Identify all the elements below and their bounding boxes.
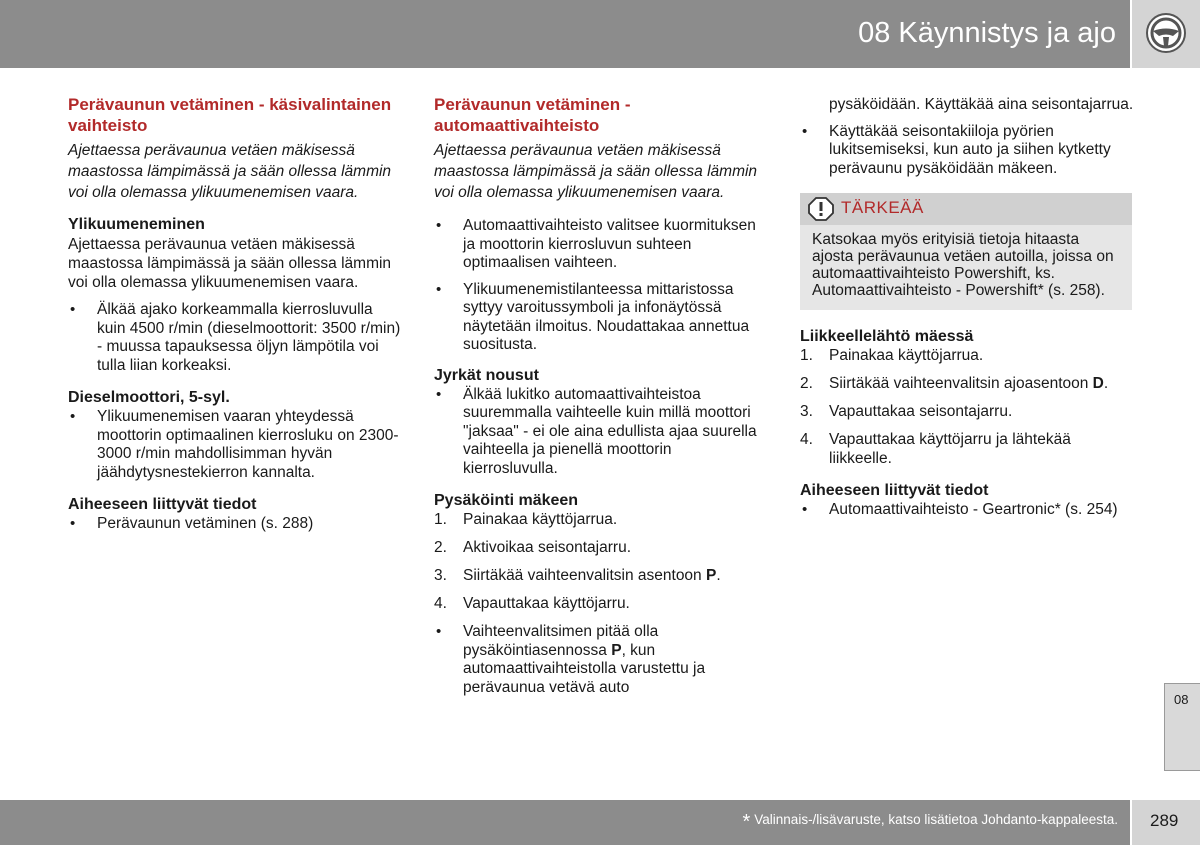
related-link[interactable]: • Perävaunun vetäminen (s. 288) <box>68 515 403 534</box>
list-item: • Ylikuumenemisen vaaran yhteydessä moottorin optimaalinen kierrosluku on 2300-3000 r/min mahdollisimman hyvän jäähdytysnestekierron kannalta. <box>68 408 403 482</box>
step-number: 2. <box>800 375 813 392</box>
parking-note-list <box>434 623 769 697</box>
important-text: Katsokaa myös erityisiä tietoja hitaasta ajosta perävaunua vetäen autoilla, joissa on automaattivaihteisto Powershift, ks. Automaattivaihteisto - Powershift* (s. 258). <box>812 231 1114 299</box>
list-item: • Älkää ajako korkeammalla kierrosluvulla kuin 4500 r/min (dieselmoottorit: 3500 r/min) - muussa tapauksessa öljyn lämpötila voi tulla liian korkeaksi. <box>68 301 403 375</box>
step-text: Painakaa käyttöjarrua. <box>829 347 984 364</box>
section-title: Perävaunun vetäminen - automaattivaihteisto <box>434 95 631 135</box>
heading-steep-climbs: Jyrkät nousut <box>434 366 539 384</box>
column-manual-transmission <box>68 94 403 534</box>
heading-diesel: Dieselmoottori, 5-syl. <box>68 389 230 406</box>
gear-position: P <box>611 641 622 659</box>
step-item <box>800 431 1135 468</box>
step-text: Vapauttakaa seisontajarru. <box>829 403 1013 420</box>
related-link[interactable]: • Automaattivaihteisto - Geartronic* (s. 254) <box>800 501 1135 520</box>
auto-list <box>434 217 769 355</box>
step-item <box>434 511 769 530</box>
hill-start-steps <box>800 347 1135 468</box>
chapter-side-tab[interactable] <box>1164 683 1200 771</box>
list-item: • Automaattivaihteisto valitsee kuormituksen ja moottorin kierrosluvun suhteen optimaalisen vaihteen. <box>434 217 769 273</box>
step-text: Aktivoikaa seisontajarru. <box>463 539 631 556</box>
section-title: Perävaunun vetäminen - käsivalintainen vaihteisto <box>68 95 392 135</box>
step-number: 4. <box>434 595 447 612</box>
parking-steps <box>434 511 769 614</box>
important-label: TÄRKEÄÄ <box>841 198 924 217</box>
step-item <box>800 403 1135 422</box>
intro-text: Ajettaessa perävaunua vetäen mäkisessä maastossa lämpimässä ja sään ollessa lämmin voi olla olemassa ylikuumenemisen vaara. <box>68 142 392 201</box>
diesel-list <box>68 408 403 482</box>
list-item: • Älkää lukitko automaattivaihteistoa suuremmalla vaihteelle kuin millä moottori "jaksaa" - ei ole aina edullista ajaa suurella vaihteella ja pienellä moottorin kierrosluvulla. <box>434 386 769 479</box>
intro-text: Ajettaessa perävaunua vetäen mäkisessä maastossa lämpimässä ja sään ollessa lämmin voi olla olemassa ylikuumenemisen vaara. <box>434 142 758 201</box>
note-text: Vaihteenvalitsimen pitää olla pysäköintiasennossa <box>463 623 659 659</box>
step-number: 1. <box>434 511 447 528</box>
step-text: Siirtäkää vaihteenvalitsin ajoasentoon <box>829 375 1093 392</box>
steering-wheel-icon <box>1145 12 1187 54</box>
important-header <box>800 193 1132 225</box>
step-item <box>800 375 1135 394</box>
step-item <box>434 567 769 586</box>
page-number-box <box>1132 800 1200 845</box>
steep-list <box>434 386 769 479</box>
page-number: 289 <box>1150 811 1179 830</box>
step-number: 4. <box>800 431 813 448</box>
gear-position: P <box>705 567 717 584</box>
footer-bar <box>0 800 1130 845</box>
step-item <box>800 347 1135 366</box>
step-item <box>434 595 769 614</box>
continued-list <box>800 96 1135 178</box>
step-number: 1. <box>800 347 813 364</box>
step-number: 3. <box>434 567 447 584</box>
related-list <box>800 501 1135 520</box>
step-item <box>434 539 769 558</box>
heading-related-info: Aiheeseen liittyvät tiedot <box>800 482 989 499</box>
warning-icon <box>808 197 834 221</box>
step-text-end: . <box>716 567 721 584</box>
footnote-star: * <box>742 811 751 833</box>
step-number: 2. <box>434 539 447 556</box>
continued-text: pysäköidään. Käyttäkää aina seisontajarrua. <box>829 96 1134 113</box>
footnote-text: Valinnais-/lisävaruste, katso lisätietoa Johdanto-kappaleesta. <box>754 812 1118 827</box>
list-item <box>434 623 769 697</box>
heading-overheating: Ylikuumeneminen <box>68 216 205 233</box>
note-text-end: , kun automaattivaihteistolla varustettu ja perävaunua vetävä auto <box>463 641 706 696</box>
step-number: 3. <box>800 403 813 420</box>
chapter-tab-label: 08 <box>1174 692 1189 707</box>
related-list <box>68 515 403 534</box>
heading-parking-hill: Pysäköinti mäkeen <box>434 492 579 509</box>
heading-hill-start: Liikkeellelähtö mäessä <box>800 328 974 345</box>
heading-related-info: Aiheeseen liittyvät tiedot <box>68 496 257 513</box>
footnote <box>742 811 1118 834</box>
list-item: • Ylikuumenemistilanteessa mittaristossa syttyy varoitussymboli ja infonäytössä näytetään ilmoitus. Noudattakaa annettua suositusta. <box>434 281 769 355</box>
chapter-title: 08 Käynnistys ja ajo <box>858 17 1116 49</box>
column-automatic-transmission <box>434 94 769 697</box>
step-text: Vapauttakaa käyttöjarru ja lähtekää liikkeelle. <box>829 431 1071 467</box>
important-box <box>800 193 1132 310</box>
step-text: Painakaa käyttöjarrua. <box>463 511 618 528</box>
gear-position: D <box>1092 375 1104 392</box>
step-text: Siirtäkää vaihteenvalitsin asentoon <box>463 567 706 584</box>
overheating-list <box>68 301 403 375</box>
chapter-header <box>0 0 1130 68</box>
list-item: • Käyttäkää seisontakiiloja pyörien lukitsemiseksi, kun auto ja siihen kytketty perävaunu pysäköidään mäkeen. <box>800 123 1135 179</box>
step-text-end: . <box>1103 375 1109 392</box>
chapter-icon-box <box>1132 0 1200 68</box>
column-continued <box>800 96 1135 520</box>
step-text: Vapauttakaa käyttöjarru. <box>463 595 630 612</box>
overheating-text: Ajettaessa perävaunua vetäen mäkisessä maastossa lämpimässä ja sään ollessa lämmin voi olla olemassa ylikuumenemisen vaara. <box>68 236 392 291</box>
